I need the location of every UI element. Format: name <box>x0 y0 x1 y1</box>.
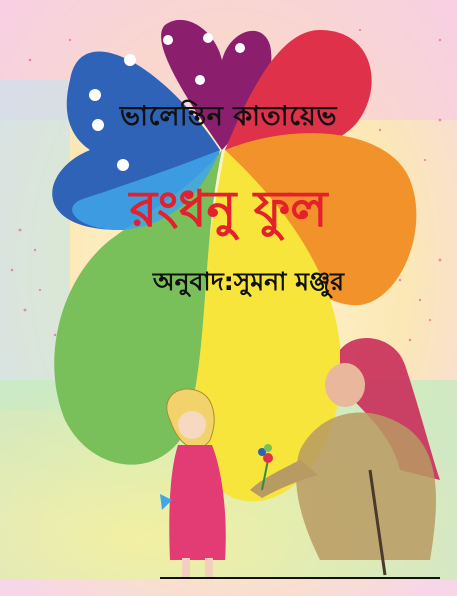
book-translator: অনুবাদ:সুমনা মঞ্জুর <box>152 267 345 296</box>
girl-legs-right <box>205 558 213 578</box>
book-title: রংধনু ফুল <box>129 180 328 238</box>
woman-face <box>325 363 365 407</box>
book-author: ভালেন্তিন কাতায়েভ <box>120 101 337 132</box>
girl-face <box>178 411 206 439</box>
girl-dress <box>169 445 225 560</box>
woman-body <box>296 413 436 560</box>
girl-legs <box>182 558 190 578</box>
